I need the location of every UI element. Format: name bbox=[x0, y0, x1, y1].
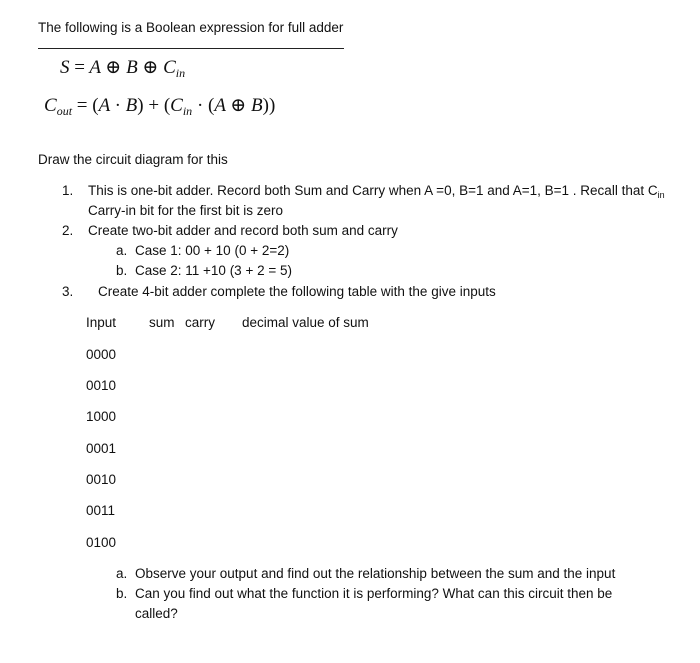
divider-line bbox=[38, 48, 344, 49]
eq-b2: B bbox=[251, 95, 263, 116]
eq-a: A bbox=[89, 57, 101, 78]
list-number-1: 1. bbox=[62, 183, 74, 198]
table-input: 0000 bbox=[86, 347, 117, 362]
table-input: 1000 bbox=[86, 409, 117, 424]
eq-c: C bbox=[44, 95, 57, 116]
intro-text: The following is a Boolean expression for full adder bbox=[38, 20, 344, 35]
eq-xor-2: ⊕ bbox=[142, 57, 159, 78]
sum-equation bbox=[60, 56, 185, 81]
draw-prompt: Draw the circuit diagram for this bbox=[38, 152, 228, 167]
eq-paren: ( bbox=[163, 95, 171, 116]
eq-c2: C bbox=[170, 95, 183, 116]
eq-c-sub: out bbox=[56, 104, 73, 118]
case-letter-b: b. bbox=[116, 263, 128, 278]
list-number-3: 3. bbox=[62, 284, 74, 299]
cout-equation bbox=[44, 94, 275, 119]
eq-equals: = bbox=[74, 57, 85, 78]
case-2-text: Case 2: 11 +10 (3 + 2 = 5) bbox=[135, 263, 292, 278]
eq-c-sub: in bbox=[175, 66, 186, 80]
eq-paren: ( bbox=[92, 95, 99, 116]
question-letter-a: a. bbox=[116, 566, 128, 581]
eq-c2-sub: in bbox=[182, 104, 193, 118]
table-input: 0010 bbox=[86, 378, 117, 393]
eq-a: A bbox=[98, 95, 110, 116]
eq-xor-1: ⊕ bbox=[105, 57, 122, 78]
eq-b: B bbox=[125, 95, 138, 116]
eq-dot: · bbox=[114, 95, 121, 116]
list-number-2: 2. bbox=[62, 223, 74, 238]
list-item-1-line2: Carry-in bit for the first bit is zero bbox=[88, 203, 284, 218]
list-item-1-text: This is one-bit adder. Record both Sum and Carry when A =0, B=1 and A=1, B=1 . Recall that C bbox=[88, 183, 658, 198]
list-item-2-text: Create two-bit adder and record both sum and carry bbox=[88, 223, 398, 238]
table-header-decimal: decimal value of sum bbox=[242, 315, 369, 330]
eq-c: C bbox=[163, 57, 176, 78]
eq-dot: · bbox=[196, 95, 204, 116]
eq-s: S bbox=[60, 57, 70, 78]
question-b-line2: called? bbox=[135, 606, 178, 621]
question-b-line1: Can you find out what the function it is performing? What can this circuit then be bbox=[135, 586, 613, 601]
table-input: 0001 bbox=[86, 441, 117, 456]
question-letter-b: b. bbox=[116, 586, 128, 601]
eq-paren: ) bbox=[137, 95, 144, 116]
eq-xor: ⊕ bbox=[230, 95, 247, 116]
table-input: 0100 bbox=[86, 535, 117, 550]
table-input: 0011 bbox=[86, 503, 116, 518]
list-item-1-line1 bbox=[88, 183, 665, 200]
table-input: 0010 bbox=[86, 472, 117, 487]
eq-paren: )) bbox=[262, 95, 276, 116]
question-a-text: Observe your output and find out the relationship between the sum and the input bbox=[135, 566, 616, 581]
list-item-3-text: Create 4-bit adder complete the following table with the give inputs bbox=[98, 284, 496, 299]
eq-a2: A bbox=[214, 95, 226, 116]
eq-paren: ( bbox=[208, 95, 215, 116]
table-header-carry: carry bbox=[185, 315, 215, 330]
table-header-input: Input bbox=[86, 315, 117, 330]
case-1-text: Case 1: 00 + 10 (0 + 2=2) bbox=[135, 243, 290, 258]
cin-subscript: in bbox=[657, 190, 665, 200]
case-letter-a: a. bbox=[116, 243, 128, 258]
eq-b: B bbox=[126, 57, 138, 78]
eq-plus: + bbox=[148, 95, 160, 116]
eq-equals: = bbox=[76, 95, 88, 116]
table-header-sum: sum bbox=[149, 315, 175, 330]
